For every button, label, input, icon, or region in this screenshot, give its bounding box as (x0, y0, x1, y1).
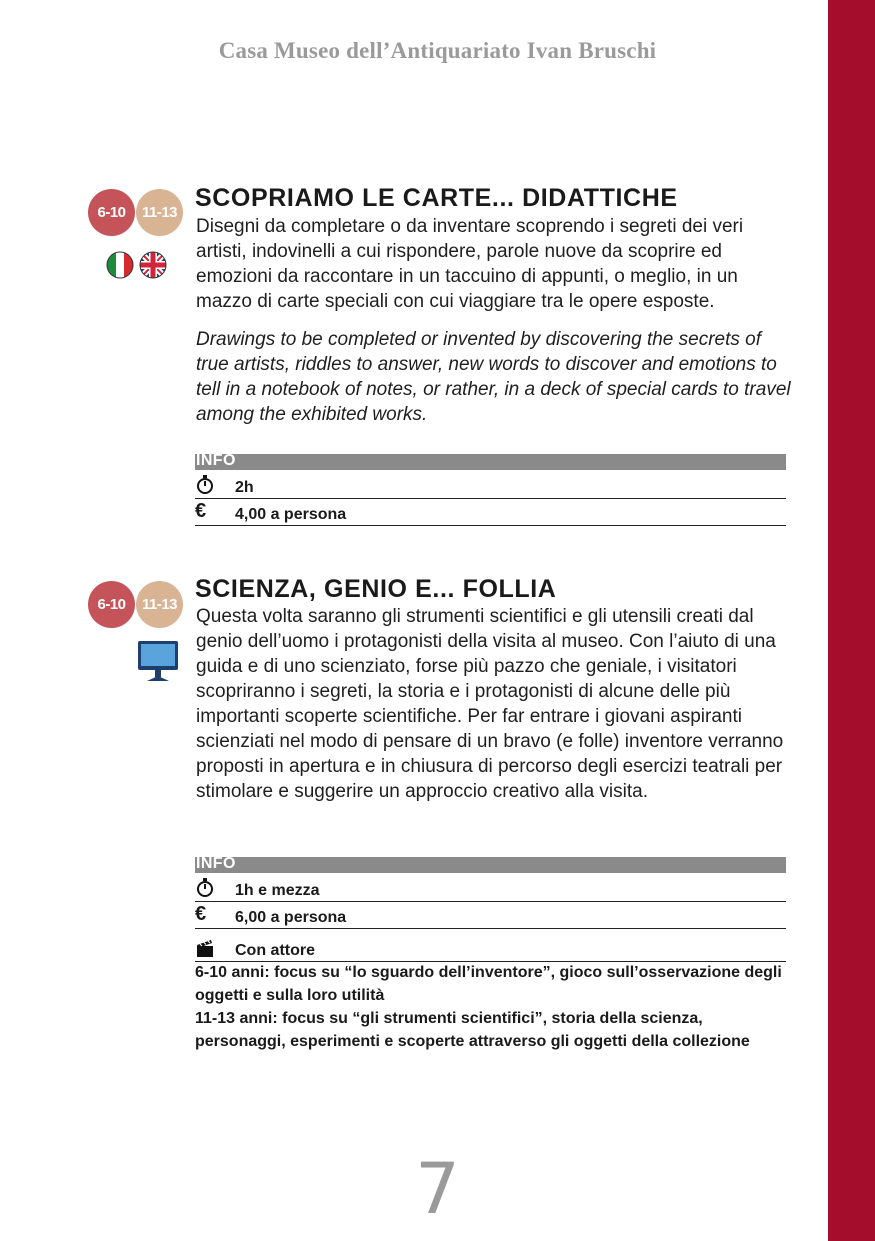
actor-value: Con attore (235, 942, 315, 959)
price-value: 4,00 a persona (235, 506, 347, 523)
info-bar (195, 857, 786, 873)
sidebar-band (828, 0, 875, 1241)
page-number: 7 (415, 1148, 460, 1230)
stopwatch-icon (195, 877, 217, 899)
duration-value: 1h e mezza (235, 882, 320, 899)
stopwatch-icon (195, 474, 217, 496)
euro-icon: € (195, 903, 207, 925)
age-note-6-10: 6-10 anni: focus su “lo sguardo dell’inventore”, gioco sull’osservazione degli oggetti e sulla loro utilità (195, 964, 782, 1004)
clapperboard-icon (195, 937, 217, 959)
euro-icon: € (195, 500, 207, 522)
age-badge-6-10: 6-10 (88, 581, 135, 628)
actor-row (195, 935, 786, 962)
activity-title: SCIENZA, GENIO E... FOLLIA (195, 575, 557, 603)
activity-description-italian: Questa volta saranno gli strumenti scientifici e gli utensili creati dal genio dell’uomo i protagonisti della visita al museo. Con l’aiuto di una guida e di uno scienziato, forse più pazzo che geniale, i visitatori scopriranno i segreti, la storia e i protagonisti di alcune delle più importanti scoperte scientifiche. Per far entrare i giovani aspiranti scienziati nel modo di pensare di un bravo (e folle) inventore verranno proposti in apertura e in chiusura di percorso degli esercizi teatrali per stimolare e suggerire un approccio creativo alla visita. (196, 606, 784, 802)
info-label: INFO (196, 452, 236, 469)
age-badge-11-13: 11-13 (136, 581, 183, 628)
age-note-11-13: 11-13 anni: focus su “gli strumenti scientifici”, storia della scienza, personaggi, esperimenti e scoperte attraverso gli oggetti della collezione (195, 1010, 750, 1050)
page-header: Casa Museo dell’Antiquariato Ivan Bruschi (218, 38, 657, 63)
info-label: INFO (196, 855, 236, 872)
duration-value: 2h (235, 479, 254, 496)
duration-row (195, 472, 786, 499)
age-badge-6-10: 6-10 (88, 189, 135, 236)
duration-row (195, 875, 786, 902)
info-bar (195, 454, 786, 470)
uk-flag-icon (139, 251, 167, 279)
activity-description-english: Drawings to be completed or invented by discovering the secrets of true artists, riddles to answer, new words to discover and emotions to tell in a notebook of notes, or rather, in a deck of special cards to travel among the exhibited works. (196, 329, 791, 425)
age-badge-11-13: 11-13 (136, 189, 183, 236)
monitor-icon (136, 639, 180, 683)
activity-description-italian: Disegni da completare o da inventare scoprendo i segreti dei veri artisti, indovinelli a cui rispondere, parole nuove da scoprire ed emozioni da raccontare in un taccuino di appunti, o meglio, in un mazzo di carte speciali con cui viaggiare tra le opere esposte. (196, 216, 744, 312)
price-row (195, 499, 786, 526)
activity-title: SCOPRIAMO LE CARTE... DIDATTICHE (195, 184, 678, 212)
italian-flag-icon (106, 251, 134, 279)
price-row (195, 902, 786, 929)
price-value: 6,00 a persona (235, 909, 347, 926)
